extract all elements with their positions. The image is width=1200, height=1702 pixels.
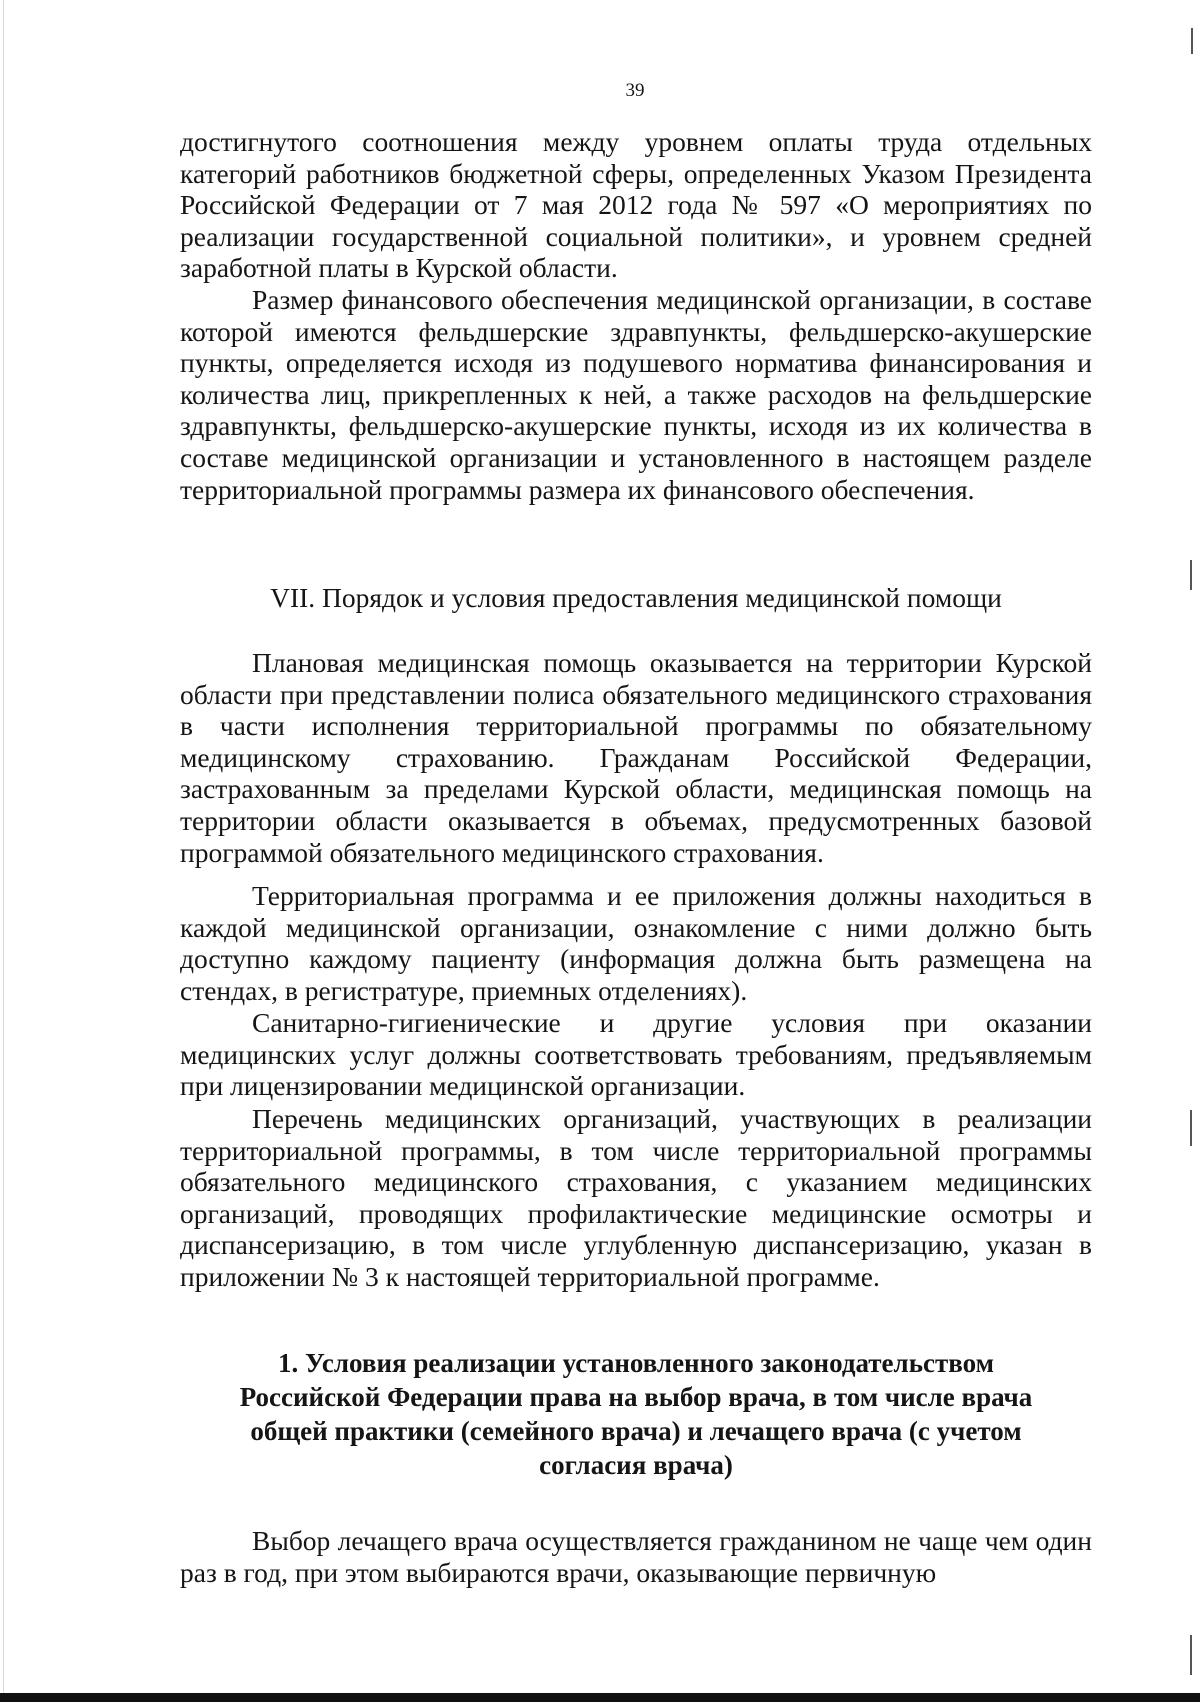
- subsection-heading-line: Российской Федерации права на выбор врача, в том числе врача: [239, 1382, 1033, 1412]
- scan-artifact-mark: [1190, 1110, 1192, 1146]
- subsection-heading-line: согласия врача): [539, 1450, 733, 1480]
- paragraph-funding-size: Размер финансового обеспечения медицинской организации, в составе которой имеются фельдшерские здравпункты, фельдшерско-акушерские пункты, определяется исходя из подушевого норматива финансирования и количества лиц, прикрепленных к ней, а также расходов на фельдшерские здравпункты, фельдшерско-акушерские пункты, исходя из их количества в составе медицинской организации и установленного в настоящем разделе территориальной программы размера их финансового обеспечения.: [180, 284, 1092, 505]
- section-title: VII. Порядок и условия предоставления медицинской помощи: [270, 582, 1002, 613]
- scan-left-border: [3, 0, 4, 1702]
- page-number: 39: [625, 80, 645, 101]
- paragraph-sanitary-conditions: Санитарно-гигиенические и другие условия при оказании медицинских услуг должны соответствовать требованиям, предъявляемым при лицензировании медицинской организации.: [180, 1007, 1092, 1102]
- paragraph-organizations-list: Перечень медицинских организаций, участвующих в реализации территориальной программы, в том числе территориальной программы обязательного медицинского страхования, с указанием медицинских организаций, проводящих профилактические медицинские осмотры и диспансеризацию, в том числе углубленную диспансеризацию, указан в приложении № 3 к настоящей территориальной программе.: [180, 1103, 1092, 1292]
- scan-artifact-mark: [1191, 28, 1193, 54]
- scan-bottom-edge: [0, 1693, 1200, 1702]
- subsection-heading-line: 1. Условия реализации установленного законодательством: [278, 1348, 994, 1378]
- scan-artifact-mark: [1190, 560, 1192, 590]
- paragraph-continuation: достигнутого соотношения между уровнем оплаты труда отдельных категорий работников бюджетной сферы, определенных Указом Президента Российской Федерации от 7 мая 2012 года № 597 «О мероприятиях по реализации государственной социальной политики», и уровнем средней заработной платы в Курской области.: [180, 126, 1092, 284]
- paragraph-planned-care: Плановая медицинская помощь оказывается на территории Курской области при представлении полиса обязательного медицинского страхования в части исполнения территориальной программы по обязательному медицинскому страхованию. Гражданам Российской Федерации, застрахованным за пределами Курской области, медицинская помощь на территории области оказывается в объемах, предусмотренных базовой программой обязательного медицинского страхования.: [180, 647, 1092, 868]
- paragraph-program-availability: Территориальная программа и ее приложения должны находиться в каждой медицинской организации, ознакомление с ними должно быть доступно каждому пациенту (информация должна быть размещена на стендах, в регистратуре, приемных отделениях).: [180, 880, 1092, 1006]
- subsection-heading: [180, 1346, 1092, 1482]
- paragraph-doctor-choice: Выбор лечащего врача осуществляется гражданином не чаще чем один раз в год, при этом выбираются врачи, оказывающие первичную: [180, 1525, 1092, 1588]
- scan-artifact-mark: [1190, 1635, 1192, 1675]
- subsection-heading-line: общей практики (семейного врача) и лечащего врача (с учетом: [250, 1416, 1022, 1446]
